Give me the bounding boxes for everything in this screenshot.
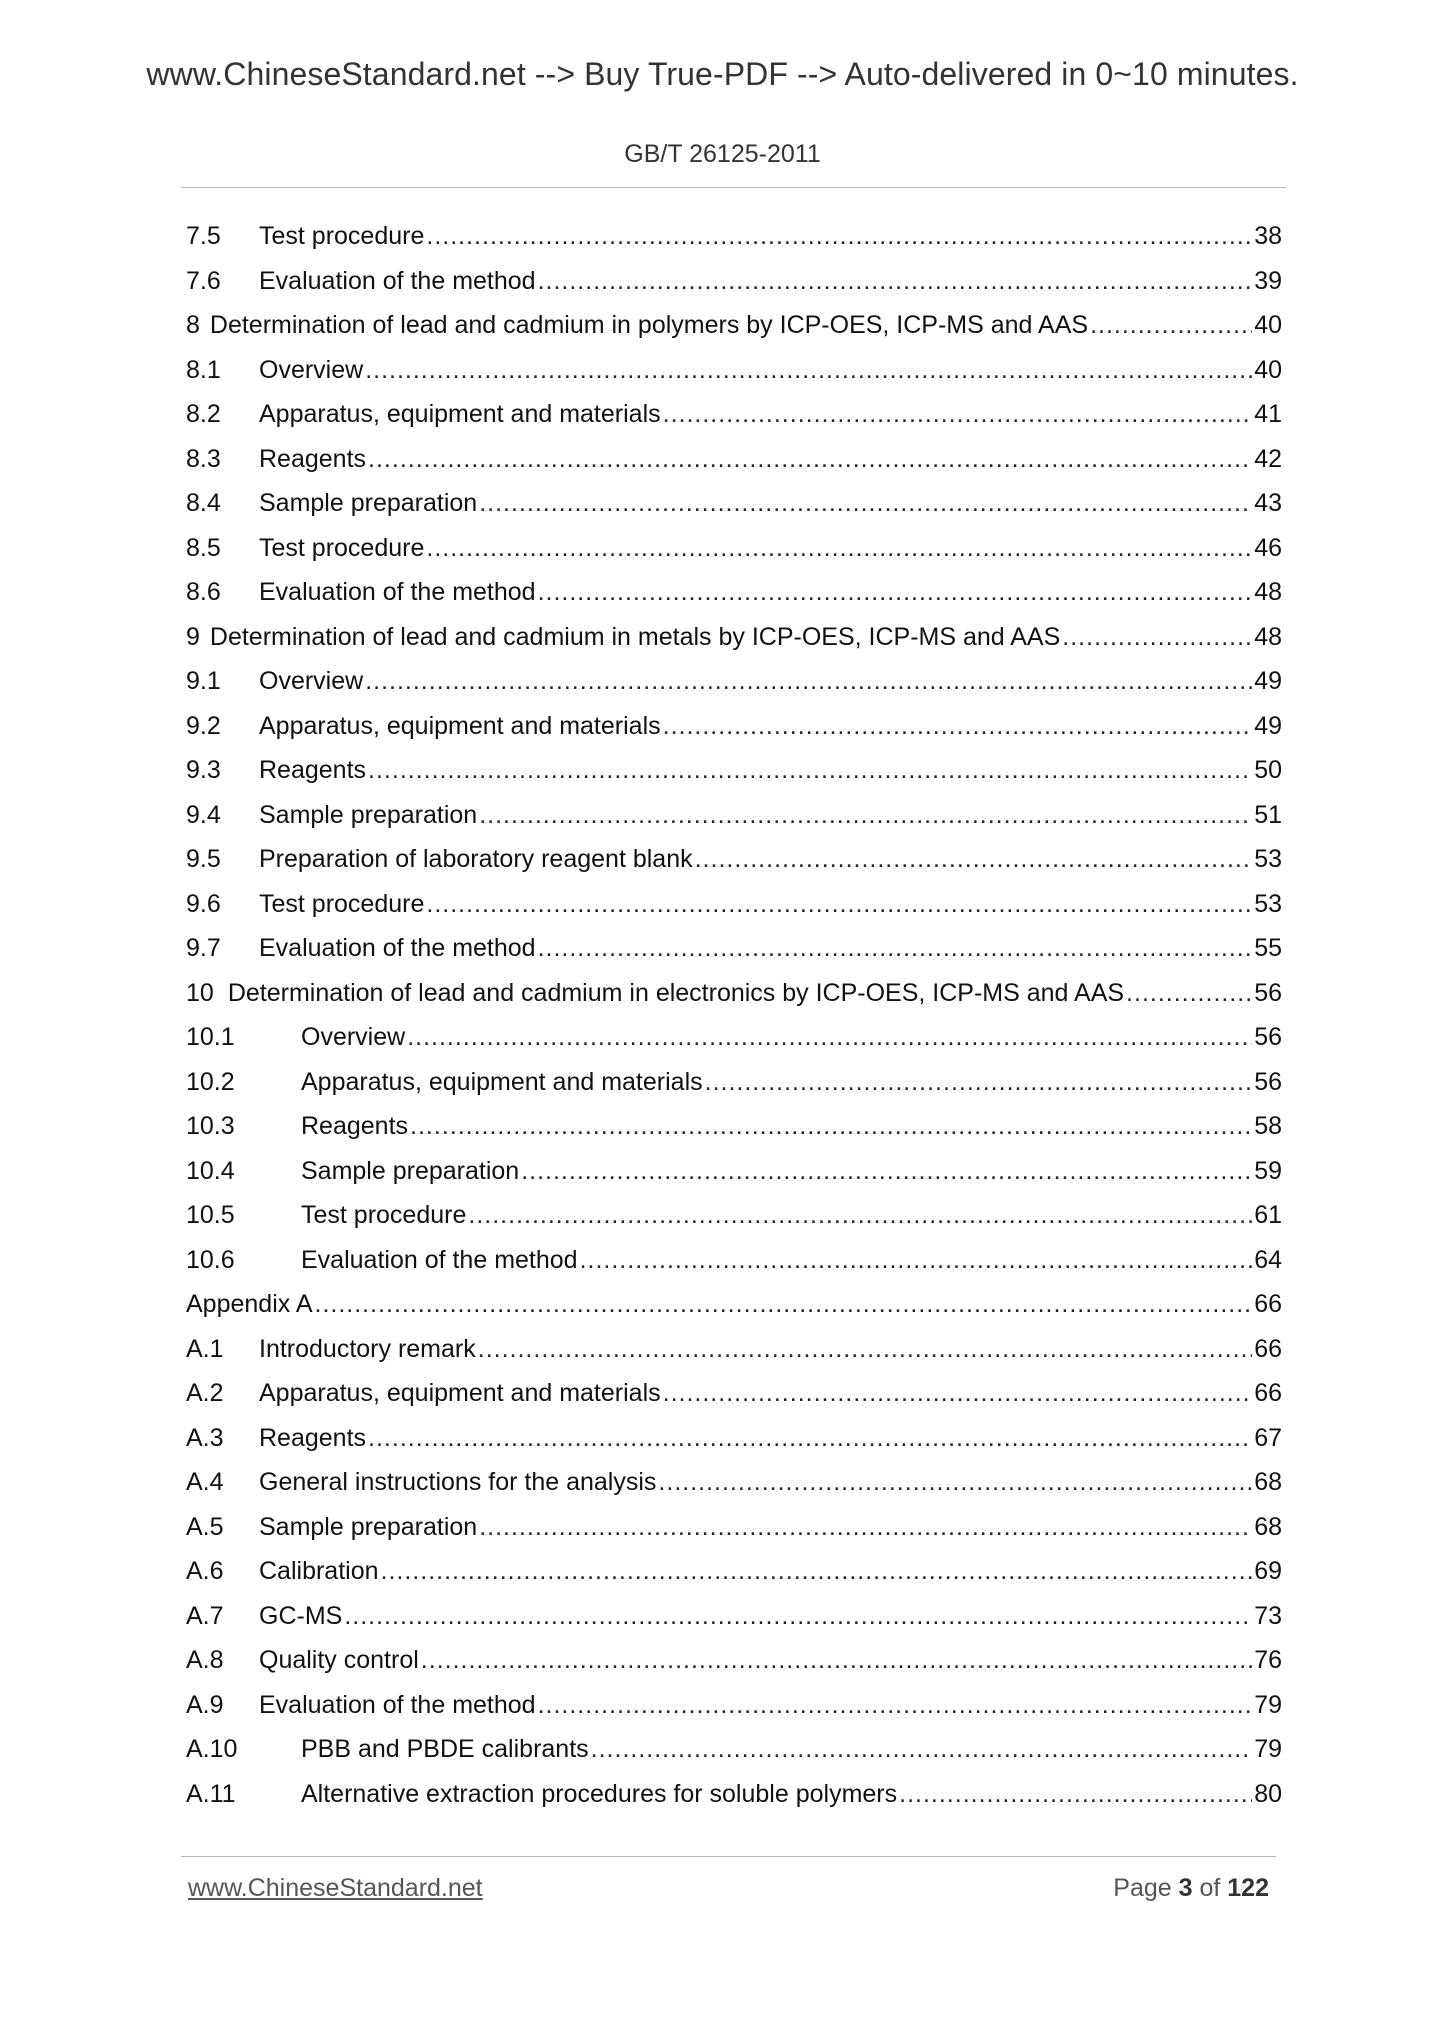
toc-entry-number: 8.1 bbox=[186, 355, 221, 384]
toc-entry-page: 49 bbox=[1254, 711, 1282, 740]
toc-entry-title: General instructions for the analysis bbox=[259, 1468, 657, 1496]
toc-dot-leader bbox=[421, 1638, 1252, 1683]
toc-entry[interactable] bbox=[186, 1149, 1282, 1194]
toc-dot-leader bbox=[591, 1727, 1253, 1772]
toc-entry[interactable] bbox=[186, 1594, 1282, 1639]
toc-entry-title: Alternative extraction procedures for soluble polymers bbox=[301, 1779, 898, 1808]
toc-entry-number: A.2 bbox=[186, 1379, 224, 1407]
toc-entry-title: Reagents bbox=[259, 444, 367, 473]
toc-entry[interactable] bbox=[186, 526, 1282, 571]
toc-entry[interactable] bbox=[186, 1371, 1282, 1416]
page-number bbox=[1113, 1874, 1269, 1903]
toc-entry-title: Test procedure bbox=[259, 889, 425, 918]
toc-entry-number: A.6 bbox=[186, 1557, 224, 1585]
toc-entry-page: 68 bbox=[1254, 1512, 1282, 1541]
toc-entry-number: 9.5 bbox=[186, 845, 221, 873]
toc-entry[interactable] bbox=[186, 303, 1282, 348]
toc-entry-page: 58 bbox=[1254, 1112, 1282, 1140]
toc-entry-page: 42 bbox=[1254, 444, 1282, 473]
toc-entry[interactable] bbox=[186, 882, 1282, 927]
toc-entry-page: 79 bbox=[1254, 1735, 1282, 1763]
toc-entry-page: 40 bbox=[1254, 355, 1282, 384]
toc-entry-title: Reagents bbox=[259, 1423, 367, 1452]
toc-entry-title: Evaluation of the method bbox=[259, 266, 536, 295]
toc-entry-title: Overview bbox=[259, 667, 364, 695]
toc-entry[interactable] bbox=[186, 1727, 1282, 1772]
toc-entry-title: Introductory remark bbox=[259, 1334, 476, 1363]
toc-entry-number: 10.2 bbox=[186, 1067, 235, 1096]
toc-dot-leader bbox=[365, 659, 1252, 704]
page-of: of bbox=[1199, 1874, 1221, 1902]
toc-entry-number: 8.6 bbox=[186, 578, 221, 606]
toc-dot-leader bbox=[538, 570, 1253, 615]
toc-entry-page: 76 bbox=[1254, 1646, 1282, 1674]
toc-entry[interactable] bbox=[186, 1282, 1282, 1327]
toc-dot-leader bbox=[899, 1772, 1252, 1817]
toc-entry-number: 10 bbox=[186, 978, 214, 1007]
toc-entry-page: 66 bbox=[1254, 1379, 1282, 1407]
toc-dot-leader bbox=[426, 882, 1252, 927]
toc-entry[interactable] bbox=[186, 1015, 1282, 1060]
toc-dot-leader bbox=[1090, 303, 1252, 348]
toc-entry-title: Evaluation of the method bbox=[259, 934, 536, 962]
toc-entry[interactable] bbox=[186, 214, 1282, 259]
toc-entry-page: 56 bbox=[1254, 1023, 1282, 1051]
toc-dot-leader bbox=[538, 259, 1253, 304]
toc-entry[interactable] bbox=[186, 1683, 1282, 1728]
toc-entry-title: Test procedure bbox=[259, 222, 425, 250]
toc-entry[interactable] bbox=[186, 1238, 1282, 1283]
toc-entry-title: Determination of lead and cadmium in electronics by ICP-OES, ICP-MS and AAS bbox=[227, 978, 1125, 1007]
toc-dot-leader bbox=[1062, 615, 1252, 660]
toc-entry-title: Reagents bbox=[259, 756, 367, 784]
toc-entry-number: 9.4 bbox=[186, 800, 221, 829]
toc-entry-page: 56 bbox=[1254, 1067, 1282, 1096]
toc-entry[interactable] bbox=[186, 437, 1282, 482]
toc-entry-page: 55 bbox=[1254, 934, 1282, 962]
toc-entry-page: 48 bbox=[1254, 578, 1282, 606]
toc-entry-title: Evaluation of the method bbox=[259, 578, 536, 606]
toc-entry-page: 66 bbox=[1254, 1290, 1282, 1318]
toc-entry-number: 7.6 bbox=[186, 266, 221, 295]
header-banner: www.ChineseStandard.net --> Buy True-PDF --> Auto-delivered in 0~10 minutes. bbox=[146, 56, 1299, 92]
toc-entry-page: 56 bbox=[1254, 978, 1282, 1007]
toc-entry[interactable] bbox=[186, 748, 1282, 793]
toc-entry-page: 73 bbox=[1254, 1601, 1282, 1630]
toc-entry-number: 7.5 bbox=[186, 222, 221, 250]
toc-dot-leader bbox=[538, 1683, 1253, 1728]
toc-entry-title: Evaluation of the method bbox=[259, 1690, 536, 1719]
toc-dot-leader bbox=[368, 748, 1252, 793]
toc-entry-title: Apparatus, equipment and materials bbox=[259, 1379, 661, 1407]
toc-entry-number: A.5 bbox=[186, 1512, 224, 1541]
toc-dot-leader bbox=[479, 481, 1252, 526]
toc-entry-title: Appendix A bbox=[186, 1290, 313, 1318]
toc-entry-number: A.3 bbox=[186, 1423, 224, 1452]
footer-divider bbox=[181, 1856, 1276, 1857]
toc-entry-number: A.9 bbox=[186, 1690, 224, 1719]
toc-dot-leader bbox=[368, 1416, 1252, 1461]
toc-entry-title: Test procedure bbox=[301, 1201, 467, 1229]
toc-entry-title: Test procedure bbox=[259, 533, 425, 562]
toc-entry[interactable] bbox=[186, 1772, 1282, 1817]
toc-dot-leader bbox=[663, 704, 1253, 749]
toc-dot-leader bbox=[663, 1371, 1253, 1416]
toc-entry-title: Apparatus, equipment and materials bbox=[259, 400, 661, 428]
toc-entry-title: Apparatus, equipment and materials bbox=[259, 711, 661, 740]
toc-entry-page: 49 bbox=[1254, 667, 1282, 695]
toc-entry-number: 9.2 bbox=[186, 711, 221, 740]
toc-entry-page: 38 bbox=[1254, 222, 1282, 250]
toc-dot-leader bbox=[658, 1460, 1252, 1505]
toc-entry-title: Evaluation of the method bbox=[301, 1245, 578, 1274]
toc-entry[interactable] bbox=[186, 926, 1282, 971]
toc-dot-leader bbox=[705, 1060, 1253, 1105]
toc-entry-title: Reagents bbox=[301, 1112, 409, 1140]
toc-entry-number: A.4 bbox=[186, 1468, 224, 1496]
toc-entry[interactable] bbox=[186, 1460, 1282, 1505]
toc-entry-number: 8.2 bbox=[186, 400, 221, 428]
toc-entry-number: A.8 bbox=[186, 1646, 224, 1674]
toc-entry-number: 10.4 bbox=[186, 1156, 235, 1185]
toc-entry[interactable] bbox=[186, 793, 1282, 838]
toc-dot-leader bbox=[426, 526, 1252, 571]
toc-entry-title: Calibration bbox=[259, 1557, 379, 1585]
toc-entry-title: Overview bbox=[301, 1023, 406, 1051]
toc-entry-title: Sample preparation bbox=[301, 1156, 520, 1185]
toc-entry[interactable] bbox=[186, 1505, 1282, 1550]
toc-entry[interactable] bbox=[186, 1060, 1282, 1105]
toc-entry-page: 46 bbox=[1254, 533, 1282, 562]
toc-dot-leader bbox=[695, 837, 1253, 882]
toc-entry-title: Sample preparation bbox=[259, 1512, 478, 1541]
toc-entry-number: A.11 bbox=[186, 1779, 236, 1808]
toc-entry-page: 53 bbox=[1254, 845, 1282, 873]
toc-entry-title: Overview bbox=[259, 355, 364, 384]
toc-entry-page: 50 bbox=[1254, 756, 1282, 784]
toc-entry[interactable] bbox=[186, 1549, 1282, 1594]
table-of-contents bbox=[186, 214, 1282, 1816]
toc-entry[interactable] bbox=[186, 704, 1282, 749]
toc-entry-page: 68 bbox=[1254, 1468, 1282, 1496]
toc-dot-leader bbox=[468, 1193, 1252, 1238]
toc-entry-page: 69 bbox=[1254, 1557, 1282, 1585]
toc-dot-leader bbox=[479, 1505, 1252, 1550]
toc-entry-page: 51 bbox=[1254, 800, 1282, 829]
toc-entry[interactable] bbox=[186, 971, 1282, 1016]
toc-entry[interactable] bbox=[186, 1327, 1282, 1372]
page-prefix: Page bbox=[1113, 1874, 1172, 1902]
toc-entry-page: 61 bbox=[1254, 1201, 1282, 1229]
toc-entry-title: Apparatus, equipment and materials bbox=[301, 1067, 703, 1096]
toc-dot-leader bbox=[479, 793, 1252, 838]
toc-entry-title: Quality control bbox=[259, 1646, 419, 1674]
toc-entry-number: 10.5 bbox=[186, 1201, 235, 1229]
footer-website-link[interactable]: www.ChineseStandard.net bbox=[188, 1874, 483, 1902]
toc-entry[interactable] bbox=[186, 392, 1282, 437]
toc-entry-title: Determination of lead and cadmium in polymers by ICP-OES, ICP-MS and AAS bbox=[209, 311, 1089, 339]
toc-dot-leader bbox=[663, 392, 1253, 437]
toc-entry-title: PBB and PBDE calibrants bbox=[301, 1735, 589, 1763]
header-divider bbox=[181, 187, 1286, 188]
toc-entry-page: 66 bbox=[1254, 1334, 1282, 1363]
toc-dot-leader bbox=[368, 437, 1252, 482]
toc-entry[interactable] bbox=[186, 659, 1282, 704]
toc-dot-leader bbox=[478, 1327, 1252, 1372]
toc-entry[interactable] bbox=[186, 1416, 1282, 1461]
toc-entry[interactable] bbox=[186, 1193, 1282, 1238]
page-total: 122 bbox=[1227, 1874, 1269, 1902]
toc-entry-page: 80 bbox=[1254, 1779, 1282, 1808]
toc-entry[interactable] bbox=[186, 348, 1282, 393]
toc-dot-leader bbox=[381, 1549, 1253, 1594]
toc-dot-leader bbox=[315, 1282, 1253, 1327]
toc-dot-leader bbox=[426, 214, 1252, 259]
toc-entry-number: 8.3 bbox=[186, 444, 221, 473]
toc-entry-page: 53 bbox=[1254, 889, 1282, 918]
toc-entry-page: 79 bbox=[1254, 1690, 1282, 1719]
toc-dot-leader bbox=[580, 1238, 1253, 1283]
toc-entry-number: 10.6 bbox=[186, 1245, 235, 1274]
toc-entry-title: Sample preparation bbox=[259, 800, 478, 829]
toc-entry-number: 8.4 bbox=[186, 489, 221, 517]
toc-entry-page: 67 bbox=[1254, 1423, 1282, 1452]
toc-entry-title: Preparation of laboratory reagent blank bbox=[259, 845, 693, 873]
toc-dot-leader bbox=[538, 926, 1253, 971]
toc-entry-number: 9.1 bbox=[186, 667, 221, 695]
toc-entry-title: Determination of lead and cadmium in metals by ICP-OES, ICP-MS and AAS bbox=[209, 622, 1061, 651]
toc-entry-number: 10.1 bbox=[186, 1023, 235, 1051]
page-current: 3 bbox=[1178, 1874, 1193, 1902]
toc-entry-number: A.10 bbox=[186, 1735, 238, 1763]
document-id: GB/T 26125-2011 bbox=[624, 140, 821, 168]
toc-entry-number: A.7 bbox=[186, 1601, 224, 1630]
toc-dot-leader bbox=[1126, 971, 1252, 1016]
toc-entry-title: GC-MS bbox=[259, 1601, 343, 1630]
toc-entry-number: 9.7 bbox=[186, 934, 221, 962]
toc-dot-leader bbox=[521, 1149, 1252, 1194]
toc-entry-page: 40 bbox=[1254, 311, 1282, 339]
toc-entry[interactable] bbox=[186, 615, 1282, 660]
toc-entry[interactable] bbox=[186, 1638, 1282, 1683]
toc-entry-title: Sample preparation bbox=[259, 489, 478, 517]
toc-entry[interactable] bbox=[186, 1104, 1282, 1149]
toc-entry[interactable] bbox=[186, 259, 1282, 304]
toc-dot-leader bbox=[410, 1104, 1252, 1149]
toc-entry-number: 9.3 bbox=[186, 756, 221, 784]
toc-entry[interactable] bbox=[186, 570, 1282, 615]
toc-entry-page: 64 bbox=[1254, 1245, 1282, 1274]
toc-entry-number: A.1 bbox=[186, 1334, 224, 1363]
toc-entry-number: 10.3 bbox=[186, 1112, 235, 1140]
toc-entry[interactable] bbox=[186, 837, 1282, 882]
toc-entry-number: 9.6 bbox=[186, 889, 221, 918]
toc-entry-page: 59 bbox=[1254, 1156, 1282, 1185]
toc-entry-number: 8.5 bbox=[186, 533, 221, 562]
toc-entry-page: 39 bbox=[1254, 266, 1282, 295]
toc-entry-page: 48 bbox=[1254, 622, 1282, 651]
toc-entry-number: 8 bbox=[186, 311, 200, 339]
toc-dot-leader bbox=[365, 348, 1252, 393]
toc-entry-number: 9 bbox=[186, 622, 200, 651]
toc-dot-leader bbox=[344, 1594, 1252, 1639]
toc-entry-page: 43 bbox=[1254, 489, 1282, 517]
toc-entry-page: 41 bbox=[1254, 400, 1282, 428]
toc-entry[interactable] bbox=[186, 481, 1282, 526]
toc-dot-leader bbox=[407, 1015, 1252, 1060]
